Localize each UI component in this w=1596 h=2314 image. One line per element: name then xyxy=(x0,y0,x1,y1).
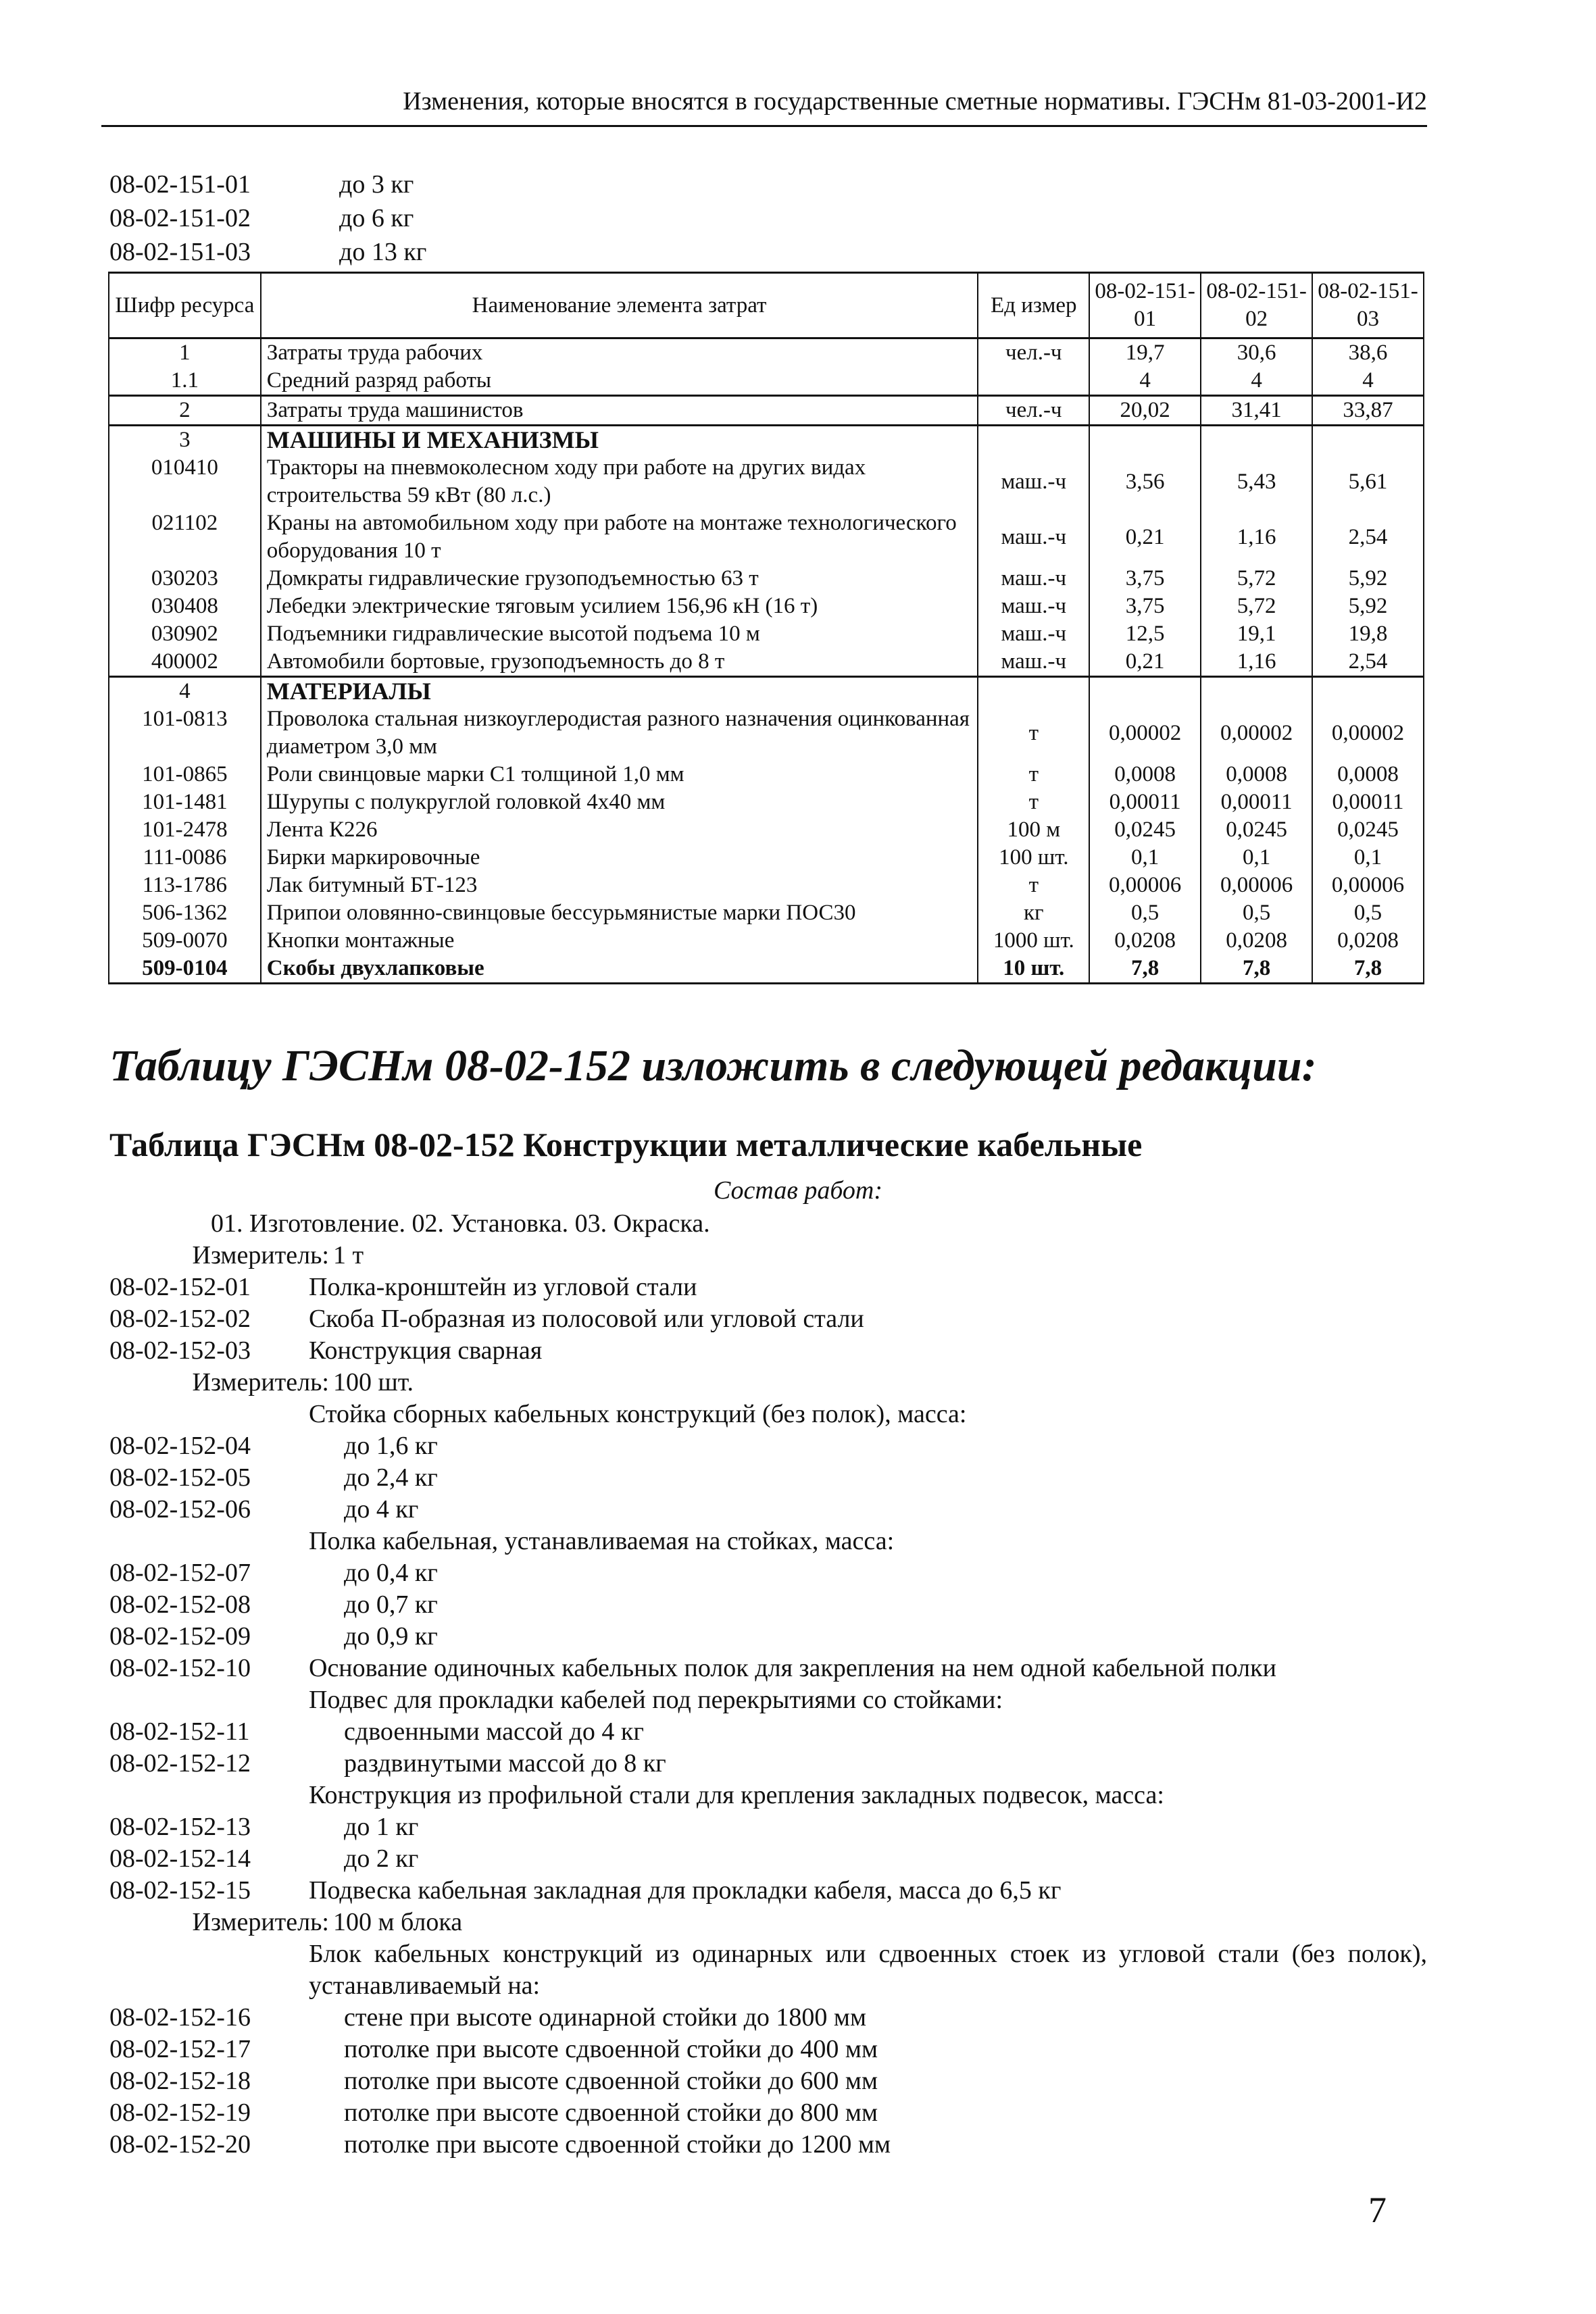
header-col1: 08-02-151-01 xyxy=(1089,273,1201,338)
table-row xyxy=(109,872,1424,899)
list-item xyxy=(109,1462,1427,1494)
cell-value: 19,8 xyxy=(1312,620,1424,648)
cell-unit: маш.-ч xyxy=(978,648,1089,677)
cell-name: Кнопки монтажные xyxy=(261,927,978,955)
norm-code: 08-02-152-20 xyxy=(109,2130,251,2159)
norm-text: до 1,6 кг xyxy=(344,1432,438,1460)
table-row xyxy=(109,620,1424,648)
code: 08-02-151-01 xyxy=(109,170,251,199)
cell-code: 101-2478 xyxy=(109,816,261,844)
table-row xyxy=(109,788,1424,816)
cell-code: 101-1481 xyxy=(109,788,261,816)
cell-value xyxy=(1089,426,1201,455)
cell-code: 1.1 xyxy=(109,367,261,396)
table-title: Таблица ГЭСНм 08-02-152 Конструкции металлические кабельные xyxy=(109,1126,1143,1163)
cell-code: 4 xyxy=(109,677,261,706)
list-item xyxy=(109,1272,1427,1303)
cell-code: 030203 xyxy=(109,565,261,593)
cell-value xyxy=(1312,426,1424,455)
measure-value: 100 шт. xyxy=(333,1368,414,1397)
header-code: Шифр ресурса xyxy=(109,273,261,338)
cell-value: 1,16 xyxy=(1201,509,1312,565)
cell-name: Проволока стальная низкоуглеродистая разного назначения оцинкованная диаметром 3,0 мм xyxy=(261,705,978,761)
cell-value: 3,75 xyxy=(1089,593,1201,620)
group-heading xyxy=(109,1938,1427,2002)
norm-text: раздвинутыми массой до 8 кг xyxy=(344,1749,666,1778)
list-item xyxy=(109,1494,1427,1526)
table-row xyxy=(109,955,1424,984)
cell-unit: т xyxy=(978,872,1089,899)
cell-value: 31,41 xyxy=(1201,396,1312,426)
list-item xyxy=(109,2034,1427,2065)
cell-name: Тракторы на пневмоколесном ходу при работе на других видах строительства 59 кВт (80 л.с.) xyxy=(261,454,978,509)
norm-text: потолке при высоте сдвоенной стойки до 400 мм xyxy=(344,2035,878,2063)
cell-value: 0,0208 xyxy=(1201,927,1312,955)
cell-value: 0,0208 xyxy=(1312,927,1424,955)
norm-code: 08-02-152-19 xyxy=(109,2098,251,2127)
norm-text: до 0,7 кг xyxy=(344,1590,438,1619)
list-item xyxy=(109,2097,1427,2129)
cell-value: 38,6 xyxy=(1312,338,1424,368)
resources-table xyxy=(108,272,1424,984)
cell-name: МАТЕРИАЛЫ xyxy=(261,677,978,706)
cell-unit xyxy=(978,426,1089,455)
list-item xyxy=(109,1875,1427,1907)
cell-unit: маш.-ч xyxy=(978,593,1089,620)
norm-code: 08-02-152-07 xyxy=(109,1559,251,1587)
header-col2: 08-02-151-02 xyxy=(1201,273,1312,338)
list-item xyxy=(109,168,426,201)
norm-text: Подвеска кабельная закладная для прокладки кабеля, масса до 6,5 кг xyxy=(309,1876,1062,1905)
cell-unit: 10 шт. xyxy=(978,955,1089,984)
cell-name: Затраты труда рабочих xyxy=(261,338,978,368)
cell-value xyxy=(1312,677,1424,706)
norm-text: до 4 кг xyxy=(344,1495,419,1524)
page-header: Изменения, которые вносятся в государственные сметные нормативы. ГЭСНм 81-03-2001-И2 xyxy=(403,87,1427,116)
norm-code: 08-02-152-14 xyxy=(109,1844,251,1873)
cell-value: 0,00002 xyxy=(1201,705,1312,761)
norm-code: 08-02-152-13 xyxy=(109,1813,251,1841)
cell-value: 0,0245 xyxy=(1312,816,1424,844)
cell-code: 111-0086 xyxy=(109,844,261,872)
cell-value: 5,43 xyxy=(1201,454,1312,509)
group-heading xyxy=(109,1780,1427,1811)
measure-line xyxy=(109,1240,1427,1272)
measure-label: Измеритель: xyxy=(192,1241,329,1269)
list-item xyxy=(109,1621,1427,1653)
cell-value xyxy=(1201,426,1312,455)
measure-label: Измеритель: xyxy=(192,1368,329,1397)
cell-code: 021102 xyxy=(109,509,261,565)
list-item xyxy=(109,1811,1427,1843)
cell-value: 0,21 xyxy=(1089,648,1201,677)
measure-value: 100 м блока xyxy=(333,1908,463,1936)
cell-value: 5,92 xyxy=(1312,593,1424,620)
list-item xyxy=(109,1748,1427,1780)
cell-unit: т xyxy=(978,788,1089,816)
table-row xyxy=(109,816,1424,844)
cell-value: 0,00011 xyxy=(1201,788,1312,816)
list-item xyxy=(109,1653,1427,1684)
cell-name: Подъемники гидравлические высотой подъема 10 м xyxy=(261,620,978,648)
norm-code: 08-02-152-16 xyxy=(109,2003,251,2032)
cell-value: 7,8 xyxy=(1089,955,1201,984)
measure-value: 1 т xyxy=(333,1241,364,1269)
cell-value: 2,54 xyxy=(1312,509,1424,565)
cell-value: 5,72 xyxy=(1201,565,1312,593)
code-spacer xyxy=(109,1938,309,2002)
cell-unit: т xyxy=(978,761,1089,788)
cell-value: 0,00002 xyxy=(1312,705,1424,761)
cell-name: Бирки маркировочные xyxy=(261,844,978,872)
cell-name: Припои оловянно-свинцовые бессурьмянистые марки ПОС30 xyxy=(261,899,978,927)
cell-value xyxy=(1089,677,1201,706)
list-item xyxy=(109,2065,1427,2097)
cell-name: Шурупы с полукруглой головкой 4х40 мм xyxy=(261,788,978,816)
heading-text: Стойка сборных кабельных конструкций (без полок), масса: xyxy=(309,1400,967,1428)
table-row xyxy=(109,761,1424,788)
header-col3: 08-02-151-03 xyxy=(1312,273,1424,338)
cell-value xyxy=(1201,677,1312,706)
cell-value: 0,5 xyxy=(1201,899,1312,927)
cell-code: 113-1786 xyxy=(109,872,261,899)
norm-code: 08-02-152-08 xyxy=(109,1590,251,1619)
cell-unit: маш.-ч xyxy=(978,454,1089,509)
cell-value: 0,1 xyxy=(1201,844,1312,872)
norm-text: Конструкция сварная xyxy=(309,1336,543,1365)
header-name: Наименование элемента затрат xyxy=(261,273,978,338)
cell-name: Автомобили бортовые, грузоподъемность до 8 т xyxy=(261,648,978,677)
cell-value: 7,8 xyxy=(1201,955,1312,984)
cell-value: 0,00006 xyxy=(1312,872,1424,899)
cell-value: 0,00006 xyxy=(1201,872,1312,899)
list-item xyxy=(109,2129,1427,2161)
list-item xyxy=(109,1335,1427,1367)
cell-value: 0,00006 xyxy=(1089,872,1201,899)
cell-value: 33,87 xyxy=(1312,396,1424,426)
norm-text: до 0,4 кг xyxy=(344,1559,438,1587)
norm-text: до 2,4 кг xyxy=(344,1463,438,1492)
measure-line xyxy=(109,1367,1427,1399)
norm-code: 08-02-152-12 xyxy=(109,1749,251,1778)
cell-value: 7,8 xyxy=(1312,955,1424,984)
list-item xyxy=(109,235,426,269)
cell-value: 12,5 xyxy=(1089,620,1201,648)
list-item xyxy=(109,201,426,235)
cell-value: 2,54 xyxy=(1312,648,1424,677)
code-text: до 3 кг xyxy=(339,170,414,199)
cell-value: 3,56 xyxy=(1089,454,1201,509)
cell-value: 0,1 xyxy=(1312,844,1424,872)
cell-code: 506-1362 xyxy=(109,899,261,927)
norm-code: 08-02-152-02 xyxy=(109,1305,251,1333)
table-row xyxy=(109,396,1424,426)
header-unit: Ед измер xyxy=(978,273,1089,338)
table-row xyxy=(109,899,1424,927)
cell-unit: маш.-ч xyxy=(978,509,1089,565)
top-codes-list xyxy=(109,168,426,269)
work-steps-line xyxy=(109,1208,1427,1240)
cell-value: 0,0008 xyxy=(1201,761,1312,788)
heading-text: Блок кабельных конструкций из одинарных или сдвоенных стоек из угловой стали (без полок), устанавливаемый на: xyxy=(309,1940,1427,2000)
section-title: Таблицу ГЭСНм 08-02-152 изложить в следующей редакции: xyxy=(109,1041,1317,1090)
cell-unit: 1000 шт. xyxy=(978,927,1089,955)
cell-name: Средний разряд работы xyxy=(261,367,978,396)
norm-code: 08-02-152-06 xyxy=(109,1495,251,1524)
header-rule xyxy=(101,125,1427,127)
list-item xyxy=(109,2002,1427,2034)
heading-text: Подвес для прокладки кабелей под перекрытиями со стойками: xyxy=(309,1686,1003,1714)
heading-text: Конструкция из профильной стали для крепления закладных подвесок, масса: xyxy=(309,1781,1164,1809)
cell-code: 2 xyxy=(109,396,261,426)
norm-text: потолке при высоте сдвоенной стойки до 600 мм xyxy=(344,2067,878,2095)
table-row xyxy=(109,844,1424,872)
cell-value: 0,0208 xyxy=(1089,927,1201,955)
cell-value: 0,21 xyxy=(1089,509,1201,565)
table-row xyxy=(109,565,1424,593)
cell-unit: т xyxy=(978,705,1089,761)
cell-code: 3 xyxy=(109,426,261,455)
norms-list xyxy=(109,1208,1427,2161)
norm-text: Скоба П-образная из полосовой или угловой стали xyxy=(309,1305,864,1333)
list-item xyxy=(109,1843,1427,1875)
norm-code: 08-02-152-05 xyxy=(109,1463,251,1492)
cell-value: 19,7 xyxy=(1089,338,1201,368)
cell-unit xyxy=(978,677,1089,706)
cell-value: 0,0245 xyxy=(1089,816,1201,844)
norm-text: Основание одиночных кабельных полок для закрепления на нем одной кабельной полки xyxy=(309,1654,1276,1682)
cell-code: 010410 xyxy=(109,454,261,509)
measure-line xyxy=(109,1907,1427,1938)
cell-code: 509-0104 xyxy=(109,955,261,984)
cell-name: Роли свинцовые марки С1 толщиной 1,0 мм xyxy=(261,761,978,788)
cell-code: 101-0813 xyxy=(109,705,261,761)
table-row xyxy=(109,454,1424,509)
table-header-row xyxy=(109,273,1424,338)
code: 08-02-151-03 xyxy=(109,238,251,266)
norm-code: 08-02-152-01 xyxy=(109,1273,251,1301)
norm-code: 08-02-152-04 xyxy=(109,1432,251,1460)
line-text: 01. Изготовление. 02. Установка. 03. Окраска. xyxy=(211,1209,710,1238)
norm-code: 08-02-152-15 xyxy=(109,1876,251,1905)
cell-code: 030408 xyxy=(109,593,261,620)
cell-unit: маш.-ч xyxy=(978,565,1089,593)
norm-code: 08-02-152-18 xyxy=(109,2067,251,2095)
work-composition-label: Состав работ: xyxy=(713,1176,883,1205)
cell-name: Скобы двухлапковые xyxy=(261,955,978,984)
cell-name: Лак битумный БТ-123 xyxy=(261,872,978,899)
cell-value: 5,72 xyxy=(1201,593,1312,620)
cell-value: 5,92 xyxy=(1312,565,1424,593)
cell-name: Домкраты гидравлические грузоподъемностью 63 т xyxy=(261,565,978,593)
code-spacer xyxy=(109,1526,309,1557)
table-row xyxy=(109,367,1424,396)
group-heading xyxy=(109,1399,1427,1430)
table-row xyxy=(109,338,1424,368)
table-row xyxy=(109,705,1424,761)
cell-unit: 100 шт. xyxy=(978,844,1089,872)
cell-value: 0,0245 xyxy=(1201,816,1312,844)
norm-text: потолке при высоте сдвоенной стойки до 800 мм xyxy=(344,2098,878,2127)
table-row xyxy=(109,426,1424,455)
norm-code: 08-02-152-03 xyxy=(109,1336,251,1365)
norm-text: стене при высоте одинарной стойки до 1800 мм xyxy=(344,2003,867,2032)
cell-value: 20,02 xyxy=(1089,396,1201,426)
table-row xyxy=(109,648,1424,677)
cell-value: 0,5 xyxy=(1312,899,1424,927)
cell-code: 509-0070 xyxy=(109,927,261,955)
list-item xyxy=(109,1716,1427,1748)
norm-code: 08-02-152-17 xyxy=(109,2035,251,2063)
cell-value: 0,0008 xyxy=(1312,761,1424,788)
cell-value: 0,0008 xyxy=(1089,761,1201,788)
cell-unit xyxy=(978,367,1089,396)
cell-value: 0,00002 xyxy=(1089,705,1201,761)
table-row xyxy=(109,927,1424,955)
table-row xyxy=(109,509,1424,565)
cell-code: 030902 xyxy=(109,620,261,648)
cell-unit: кг xyxy=(978,899,1089,927)
norm-text: потолке при высоте сдвоенной стойки до 1200 мм xyxy=(344,2130,891,2159)
cell-unit: 100 м xyxy=(978,816,1089,844)
norm-code: 08-02-152-10 xyxy=(109,1654,251,1682)
table-row xyxy=(109,593,1424,620)
norm-text: до 1 кг xyxy=(344,1813,419,1841)
norm-text: сдвоенными массой до 4 кг xyxy=(344,1717,644,1746)
cell-value: 1,16 xyxy=(1201,648,1312,677)
code: 08-02-151-02 xyxy=(109,204,251,232)
norm-text: до 0,9 кг xyxy=(344,1622,438,1651)
cell-unit: чел.-ч xyxy=(978,338,1089,368)
cell-value: 4 xyxy=(1312,367,1424,396)
table-row xyxy=(109,677,1424,706)
norm-text: до 2 кг xyxy=(344,1844,419,1873)
cell-value: 0,5 xyxy=(1089,899,1201,927)
cell-name: Затраты труда машинистов xyxy=(261,396,978,426)
code-text: до 13 кг xyxy=(339,238,427,266)
cell-name: МАШИНЫ И МЕХАНИЗМЫ xyxy=(261,426,978,455)
heading-text: Полка кабельная, устанавливаемая на стойках, масса: xyxy=(309,1527,895,1555)
code-spacer xyxy=(109,1684,309,1716)
list-item xyxy=(109,1557,1427,1589)
cell-value: 4 xyxy=(1089,367,1201,396)
cell-name: Лебедки электрические тяговым усилием 156,96 кН (16 т) xyxy=(261,593,978,620)
norm-code: 08-02-152-09 xyxy=(109,1622,251,1651)
cell-value: 19,1 xyxy=(1201,620,1312,648)
code-spacer xyxy=(109,1399,309,1430)
cell-value: 30,6 xyxy=(1201,338,1312,368)
code-text: до 6 кг xyxy=(339,204,414,232)
cell-value: 0,1 xyxy=(1089,844,1201,872)
list-item xyxy=(109,1303,1427,1335)
cell-value: 3,75 xyxy=(1089,565,1201,593)
group-heading xyxy=(109,1684,1427,1716)
cell-value: 0,00011 xyxy=(1089,788,1201,816)
cell-name: Лента К226 xyxy=(261,816,978,844)
list-item xyxy=(109,1589,1427,1621)
page-number: 7 xyxy=(1368,2190,1387,2230)
norm-code: 08-02-152-11 xyxy=(109,1717,250,1746)
measure-label: Измеритель: xyxy=(192,1908,329,1936)
cell-value: 4 xyxy=(1201,367,1312,396)
cell-value: 5,61 xyxy=(1312,454,1424,509)
cell-code: 101-0865 xyxy=(109,761,261,788)
cell-value: 0,00011 xyxy=(1312,788,1424,816)
code-spacer xyxy=(109,1780,309,1811)
cell-unit: чел.-ч xyxy=(978,396,1089,426)
cell-unit: маш.-ч xyxy=(978,620,1089,648)
cell-code: 1 xyxy=(109,338,261,368)
table-body xyxy=(109,338,1424,984)
cell-code: 400002 xyxy=(109,648,261,677)
group-heading xyxy=(109,1526,1427,1557)
cell-name: Краны на автомобильном ходу при работе на монтаже технологического оборудования 10 т xyxy=(261,509,978,565)
norm-text: Полка-кронштейн из угловой стали xyxy=(309,1273,697,1301)
list-item xyxy=(109,1430,1427,1462)
